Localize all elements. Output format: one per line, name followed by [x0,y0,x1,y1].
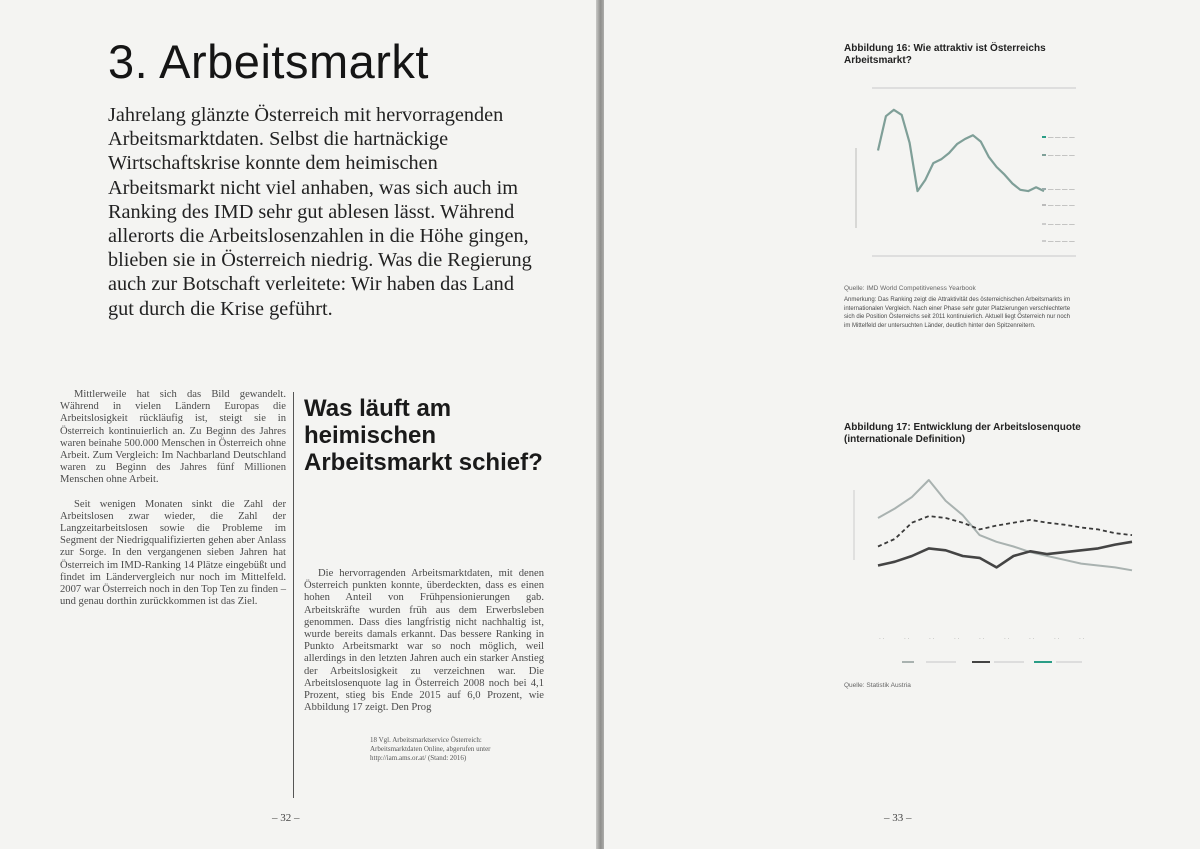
x-tick-label: · · [979,636,985,642]
legend-swatch [1042,204,1046,206]
legend-swatch [1042,240,1046,242]
right-page [604,0,1200,849]
x-tick-label: · · [929,636,935,642]
figure-17-chart [844,460,1144,675]
legend-label: — — — — [1048,135,1075,141]
legend-swatch [1034,661,1052,663]
legend-swatch [1042,136,1046,138]
body-paragraph: Mittlerweile hat sich das Bild gewandelt. Während in vielen Ländern Europas die Arbeitslosigkeit rückläufig ist, steigt sie in Österreich kontinuierlich an. Zu Beginn des Jahres waren beinahe 500.000 Menschen in Österreich ohne Arbeit. Zum Vergleich: Im Nachbarland Deutschland waren zu Beginn des Jahres fünf Millionen Menschen ohne Arbeit. [60,389,286,486]
column-divider [293,392,294,798]
legend-swatch [926,661,956,663]
legend-label: — — — — [1048,187,1075,193]
series-line [878,516,1132,546]
figure-16-title: Abbildung 16: Wie attraktiv ist Österreichs Arbeitsmarkt? [844,43,1046,66]
chapter-title: 3. Arbeitsmarkt [108,35,429,88]
section-subheading: Was läuft am heimischen Arbeitsmarkt schief? [304,395,543,476]
figure-17-title: Abbildung 17: Entwicklung der Arbeitslosenquote (internationale Definition) [844,422,1081,445]
left-page [0,0,598,849]
legend-swatch [1042,223,1046,225]
footnote: 18 Vgl. Arbeitsmarktservice Österreich: Arbeitsmarktdaten Online, abgerufen unter http://iam.ams.or.at/ (Stand: 2016) [370,736,491,762]
page-number-right: – 33 – [884,812,912,824]
series-line [878,542,1132,568]
x-tick-label: · · [1079,636,1085,642]
legend-label: — — — — [1048,222,1075,228]
page-number-left: – 32 – [272,812,300,824]
legend-swatch [1056,661,1082,663]
legend-label: — — — — [1048,153,1075,159]
chart-plot-frame [844,78,1084,278]
series-line [878,110,1044,191]
body-paragraph: Die hervorragenden Arbeitsmarktdaten, mit denen Österreich punkten konnte, überdeckten, dass es einen hohen Anteil von Frühpensionierungen gab. Arbeitskräfte wurden früh aus dem Erwerbsleben genommen. Dass dies langfristig nicht nachhaltig ist, wurde bereits damals erkannt. Das bessere Ranking in Punkto Arbeitsmarkt war so noch möglich, weil allerdings in den letzten Jahren auch ein starker Anstieg der Arbeitslosigkeit zu verzeichnen war. Die Arbeitslosenquote lag in Österreich 2008 noch bei 4,1 Prozent, stieg bis Ende 2015 auf 6,0 Prozent, wie Abbildung 17 zeigt. Den Prog [304,568,544,714]
x-tick-label: · · [1054,636,1060,642]
legend-swatch [994,661,1024,663]
x-tick-label: · · [904,636,910,642]
body-column-left [60,389,286,620]
legend-swatch [1042,188,1046,190]
legend-swatch [1042,154,1046,156]
body-column-right [304,568,544,726]
x-tick-label: · · [879,636,885,642]
x-tick-label: · · [1029,636,1035,642]
series-line [878,480,1132,570]
x-tick-label: · · [1004,636,1010,642]
legend-swatch [972,661,990,663]
legend-label: — — — — [1048,203,1075,209]
body-paragraph: Seit wenigen Monaten sinkt die Zahl der Arbeitslosen zwar wieder, die Zahl der Langzeitarbeitslosen sowie die Probleme im Segment der Niedrigqualifizierten gehen aber Anlass zur Sorge. In den vergangenen sieben Jahren hat Österreich im IMD-Ranking 14 Plätze eingebüßt und findet im Ländervergleich nur noch im Mittelfeld. 2007 war Österreich noch in den Top Ten zu finden – und genau dorthin zurückkommen ist das Ziel. [60,498,286,608]
legend-label: — — — — [1048,239,1075,245]
figure-16-note: Anmerkung: Das Ranking zeigt die Attraktivität des österreichischen Arbeitsmarkts im internationalen Vergleich. Nach einer Phase sehr guter Platzierungen verschlechterte sich die Position Österreichs seit 2011 kontinuierlich. Aktuell liegt Österreich nur noch im Mittelfeld der untersuchten Länder, deutlich hinter den Spitzenreitern. [844,297,1071,329]
legend-swatch [902,661,914,663]
x-tick-label: · · [954,636,960,642]
figure-17-source: Quelle: Statistik Austria [844,682,911,689]
intro-paragraph: Jahrelang glänzte Österreich mit hervorragenden Arbeitsmarktdaten. Selbst die hartnäckige Wirtschaftskrise konnte dem heimischen Arbeitsmarkt nicht viel anhaben, was sich auch im Ranking des IMD sehr gut ablesen lässt. Während allerorts die Arbeitslosenzahlen in die Höhe gingen, blieben sie in Österreich niedrig. Was die Regierung auch zur Botschaft verleitete: Wir haben das Land gut durch die Krise geführt. [108,104,532,320]
figure-16-source: Quelle: IMD World Competitiveness Yearbook [844,285,976,292]
figure-16-chart [844,78,1084,278]
